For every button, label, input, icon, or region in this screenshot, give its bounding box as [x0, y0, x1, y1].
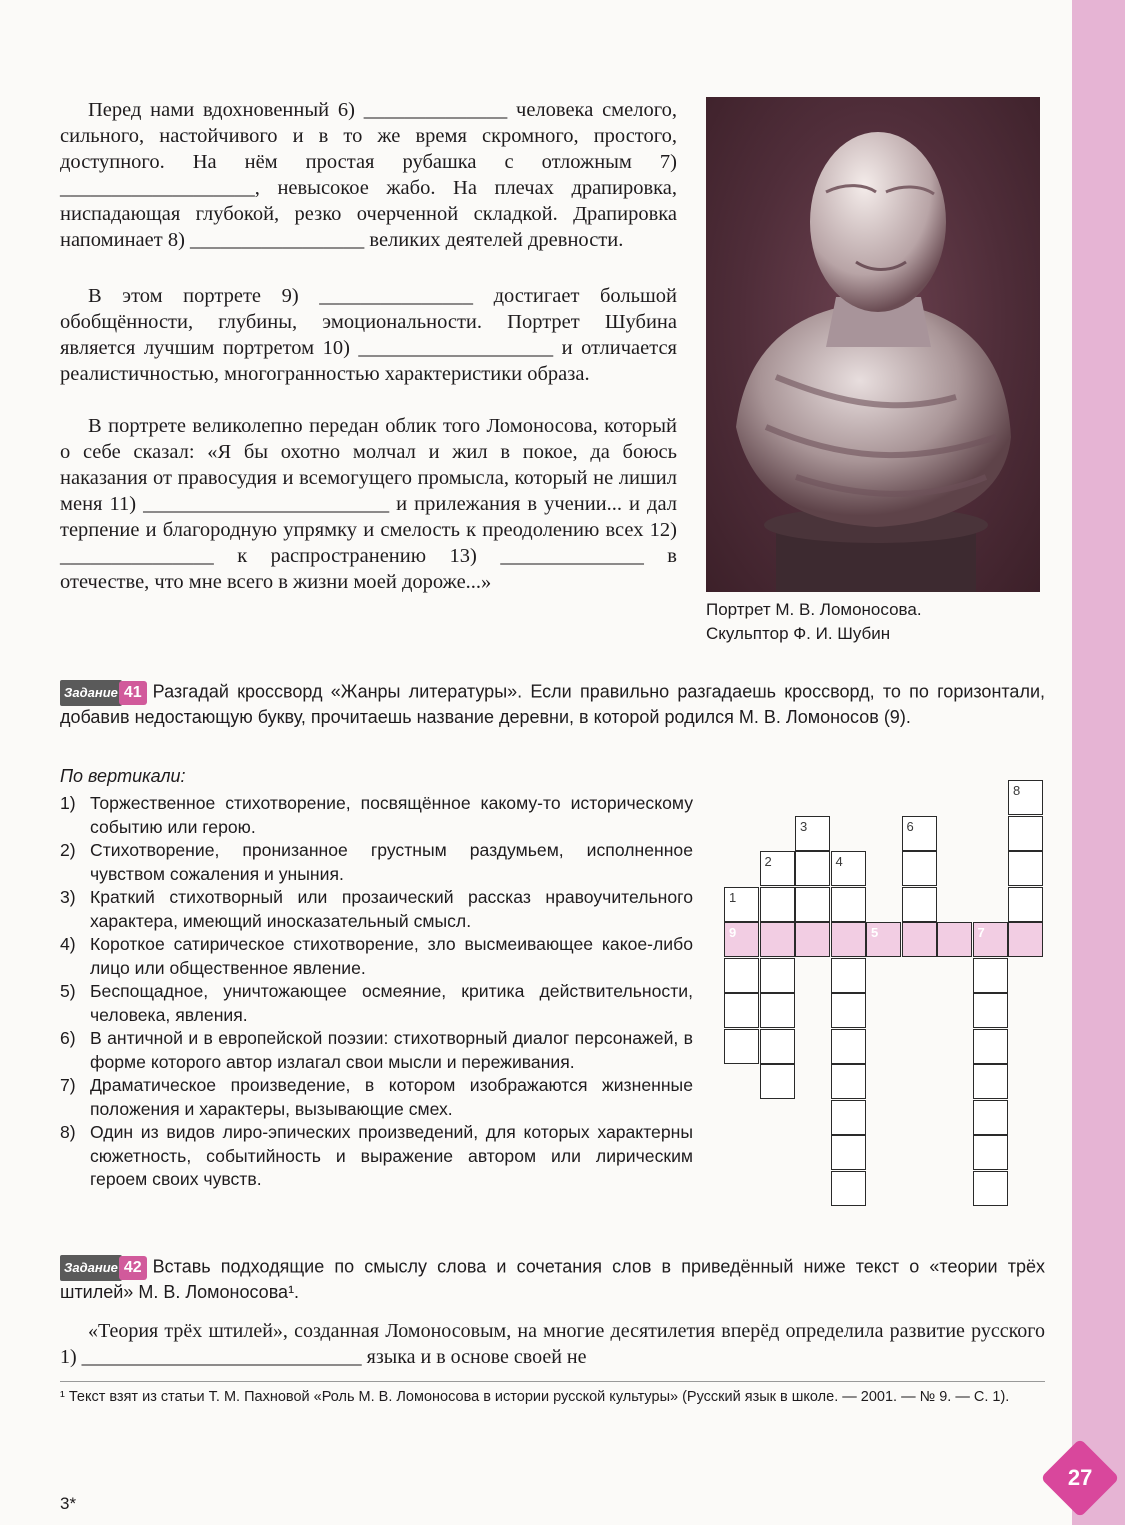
clue-number: 7) [60, 1075, 76, 1095]
footnote-divider [60, 1381, 1045, 1382]
task-42-statement [60, 1255, 1045, 1304]
crossword-cell[interactable] [760, 1064, 795, 1099]
task-number: 42 [119, 1256, 147, 1280]
crossword-cell[interactable] [831, 993, 866, 1028]
crossword-cell[interactable] [973, 1100, 1008, 1135]
crossword-cell[interactable] [973, 1029, 1008, 1064]
clue-text: Торжественное стихотворение, посвящённое какому-то историческому событию или герою. [90, 793, 693, 837]
clue-text: Краткий стихотворный или прозаический рассказ нравоучительного характера, имеющий иносказательный смысл. [90, 887, 693, 931]
crossword-cell[interactable] [831, 1029, 866, 1064]
caption-line-2: Скульптор Ф. И. Шубин [706, 624, 891, 643]
crossword-cell[interactable] [902, 816, 937, 851]
crossword-cell[interactable] [795, 887, 830, 922]
crossword-cell[interactable] [760, 1029, 795, 1064]
crossword-cell[interactable] [1008, 922, 1043, 957]
page-number: 27 [1067, 1464, 1093, 1490]
crossword-cell-number: 2 [764, 854, 772, 869]
clue-text: В античной и в европейской поэзии: стихотворный диалог персонажей, в форме которого автор излагал свои мысли и переживания. [90, 1028, 693, 1072]
clue-text: Короткое сатирическое стихотворение, зло высмеивающее какое-либо лицо или общественное явление. [90, 934, 693, 978]
vertical-clues-heading: По вертикали: [60, 766, 186, 786]
crossword-cell[interactable] [937, 922, 972, 957]
crossword-cell[interactable] [973, 958, 1008, 993]
crossword-cell[interactable] [760, 993, 795, 1028]
task-42-paragraph: «Теория трёх штилей», созданная Ломоносовым, на многие десятилетия вперёд определила развитие русского 1) ____________________________ языка и в основе своей не [60, 1320, 1045, 1368]
crossword-cell-number: 5 [871, 925, 879, 940]
task-badge: Задание [60, 680, 122, 706]
clue-text: Стихотворение, пронизанное грустным раздумьем, исполненное чувством сожаления и уныния. [90, 840, 693, 884]
crossword-cell[interactable] [831, 887, 866, 922]
crossword-cell[interactable] [724, 993, 759, 1028]
crossword-cell[interactable] [724, 887, 759, 922]
crossword-cell[interactable] [1008, 887, 1043, 922]
crossword-cell[interactable] [724, 958, 759, 993]
clue-number: 6) [60, 1028, 76, 1048]
crossword-cell[interactable] [760, 887, 795, 922]
clue-item [60, 1074, 693, 1121]
clue-item [60, 886, 693, 933]
clue-item [60, 1121, 693, 1192]
clue-number: 5) [60, 981, 76, 1001]
task-41-statement [60, 680, 1045, 729]
crossword-cell[interactable] [902, 922, 937, 957]
clue-number: 8) [60, 1122, 76, 1142]
crossword-cell[interactable] [902, 887, 937, 922]
crossword-cell-number: 4 [835, 854, 843, 869]
crossword-cell[interactable] [831, 922, 866, 957]
crossword-cell[interactable] [795, 851, 830, 886]
crossword-cell[interactable] [902, 851, 937, 886]
bust-portrait-image [706, 97, 1040, 592]
clue-item [60, 792, 693, 839]
clue-text: Один из видов лиро-эпических произведений, для которых характерны сюжетность, событийность и выражение автором или лирическим героем своих чувств. [90, 1122, 693, 1189]
crossword-cell[interactable] [795, 922, 830, 957]
caption-line-1: Портрет М. В. Ломоносова. [706, 600, 922, 619]
clue-list [60, 792, 693, 1192]
clue-number: 2) [60, 840, 76, 860]
clue-text: Беспощадное, уничтожающее осмеяние, критика действительности, человека, явления. [90, 981, 693, 1025]
crossword-cell-number: 3 [800, 818, 808, 834]
crossword-cell[interactable] [724, 1029, 759, 1064]
crossword-cell-number: 7 [977, 925, 985, 940]
crossword-cell[interactable] [973, 993, 1008, 1028]
clue-item [60, 839, 693, 886]
crossword-cell-number: 9 [729, 925, 737, 940]
crossword-cell[interactable] [795, 816, 830, 851]
crossword-cell[interactable] [831, 1100, 866, 1135]
paragraph-2: В этом портрете 9) _______________ достигает большой обобщённости, глубины, эмоциональности. Портрет Шубина является лучшим портретом 10) ___________________ и отличается реалистичностью, многогранностью характеристики образа. [60, 285, 677, 385]
crossword-cell-number: 6 [906, 818, 914, 834]
crossword-cell-number: 1 [729, 889, 737, 905]
task-42-text: Вставь подходящие по смыслу слова и сочетания слов в приведённый ниже текст о «теории трёх штилей» М. В. Ломоносова¹. [60, 1256, 1045, 1302]
crossword-cell[interactable] [831, 851, 866, 886]
clue-item [60, 933, 693, 980]
bust-illustration [706, 97, 1040, 592]
clue-item [60, 980, 693, 1027]
crossword-cell[interactable] [831, 958, 866, 993]
crossword-cell[interactable] [760, 958, 795, 993]
clue-number: 3) [60, 887, 76, 907]
task-badge: Задание [60, 1255, 122, 1281]
crossword-cell[interactable] [831, 1064, 866, 1099]
page-edge-strip [1072, 0, 1125, 1525]
clue-number: 4) [60, 934, 76, 954]
crossword-cell[interactable] [1008, 780, 1043, 815]
crossword-cell[interactable] [760, 851, 795, 886]
crossword-cell[interactable] [1008, 816, 1043, 851]
paragraph-1: Перед нами вдохновенный 6) ______________ человека смелого, сильного, настойчивого и в то же время скромного, простого, доступного. На нём простая рубашка с отложным 7) ___________________, невысокое жабо. На плечах драпировка, ниспадающая глубокой, резко очерченной складкой. Драпировка напоминает 8) _________________ великих деятелей древности. [60, 99, 677, 251]
paragraph-3: В портрете великолепно передан облик того Ломоносова, который о себе сказал: «Я бы охотно молчал и жил в покое, да боюсь наказания от правосудия и всемогущего промысла, который не лишил меня 11) ________________________ и прилежания в учении... и дал терпение и благородную упрямку и смелость к преодолению всех 12) _______________ к распространению 13) ______________ в отечестве, что мне всего в жизни моей дороже...» [60, 415, 677, 593]
clue-number: 1) [60, 793, 76, 813]
crossword-cell[interactable] [973, 1135, 1008, 1170]
crossword-cell[interactable] [866, 922, 901, 957]
crossword-cell[interactable] [724, 922, 759, 957]
task-41-text: Разгадай кроссворд «Жанры литературы». Если правильно разгадаешь кроссворд, то по горизонтали, добавив недостающую букву, прочитаешь название деревни, в которой родился М. В. Ломоносов (9). [60, 681, 1045, 727]
crossword-cell[interactable] [973, 1171, 1008, 1206]
crossword-cell[interactable] [831, 1171, 866, 1206]
footnote: ¹ Текст взят из статьи Т. М. Пахновой «Роль М. В. Ломоносова в истории русской культуры» (Русский язык в школе. — 2001. — № 9. — С. 1). [60, 1389, 1010, 1405]
clue-text: Драматическое произведение, в котором изображаются жизненные положения и характеры, вызывающие смех. [90, 1075, 693, 1119]
crossword-cell[interactable] [973, 922, 1008, 957]
crossword-cell-number: 8 [1013, 783, 1021, 798]
portrait-caption [706, 598, 922, 646]
clue-item [60, 1027, 693, 1074]
crossword-grid [724, 780, 1044, 1175]
crossword-cell[interactable] [1008, 851, 1043, 886]
crossword-cell[interactable] [973, 1064, 1008, 1099]
task-number: 41 [119, 681, 147, 705]
sheet-signature: 3* [60, 1494, 77, 1513]
crossword-cell[interactable] [760, 922, 795, 957]
crossword-cell[interactable] [831, 1135, 866, 1170]
